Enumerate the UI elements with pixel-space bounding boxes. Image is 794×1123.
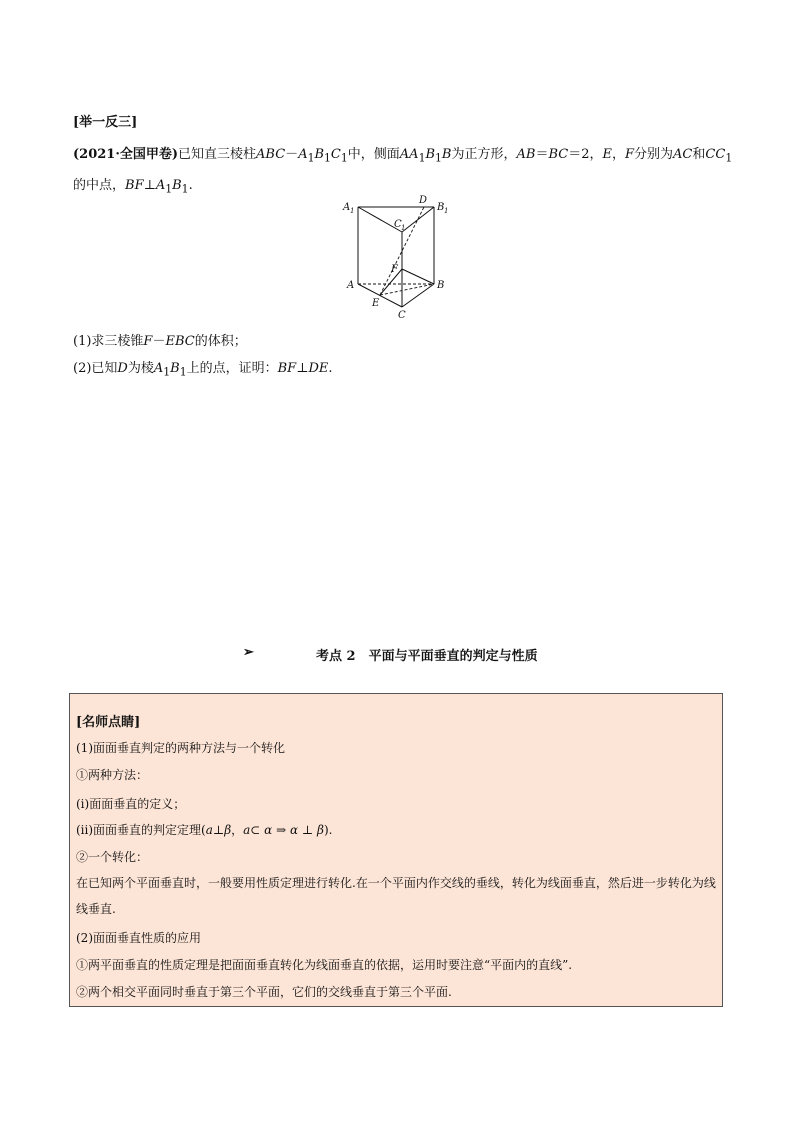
tips-line: (ii)面面垂直的判定定理(a⊥β，a⊂ α ⇒ α ⊥ β). xyxy=(76,823,333,837)
tips-line: 在已知两个平面垂直时，一般要用性质定理进行转化.在一个平面内作交线的垂线，转化为线面垂直，然后进一步转化为线线垂直. xyxy=(76,876,716,916)
section-title: 考点 2 平面与平面垂直的判定与性质 xyxy=(316,649,538,664)
label-E: E xyxy=(372,298,380,309)
label-F: F xyxy=(391,264,398,275)
svg-text:1: 1 xyxy=(401,224,406,232)
label-D: D xyxy=(419,195,428,206)
question-2: (2)已知D为棱$A_1B_1$上的点，证明：BF⊥DE. xyxy=(73,361,333,379)
tips-line: (2)面面垂直性质的应用 xyxy=(76,931,201,945)
tips-line: ②一个转化： xyxy=(76,850,149,864)
tips-line: ①两种方法： xyxy=(76,768,149,782)
tips-line: ①两平面垂直的性质定理是把面面垂直转化为线面垂直的依据，运用时要注意“平面内的直线”. xyxy=(76,958,573,972)
tips-line: ②两个相交平面同时垂直于第三个平面，它们的交线垂直于第三个平面. xyxy=(76,985,452,999)
source-tag: (2021·全国甲卷) xyxy=(73,147,179,162)
svg-text:1: 1 xyxy=(444,207,449,215)
label-B1: B xyxy=(437,202,445,213)
arrow-icon: ➢ xyxy=(243,645,254,660)
question-1: (1)求三棱锥F－EBC的体积； xyxy=(73,334,247,349)
tips-line: (i)面面垂直的定义； xyxy=(76,797,186,811)
tips-line: (1)面面垂直判定的两种方法与一个转化 xyxy=(76,741,285,755)
label-C1: C xyxy=(394,219,402,230)
example-heading: [举一反三] xyxy=(73,115,138,130)
label-C: C xyxy=(398,310,406,321)
label-A: A xyxy=(347,280,355,291)
label-B: B xyxy=(437,280,445,291)
problem-statement: (2021·全国甲卷)已知直三棱柱$ABC-A_1B_1C_1$中，侧面$AA_1B_1B$为正方形，AB＝BC＝2，E，F分别为AC和$CC_1$的中点，$BF\perp A_1B_1$. xyxy=(73,147,733,196)
svg-text:1: 1 xyxy=(350,207,355,215)
tips-box xyxy=(69,693,723,1007)
label-A1: A xyxy=(343,202,351,213)
tips-heading: [名师点睛] xyxy=(76,715,141,730)
prism-figure xyxy=(340,194,460,322)
